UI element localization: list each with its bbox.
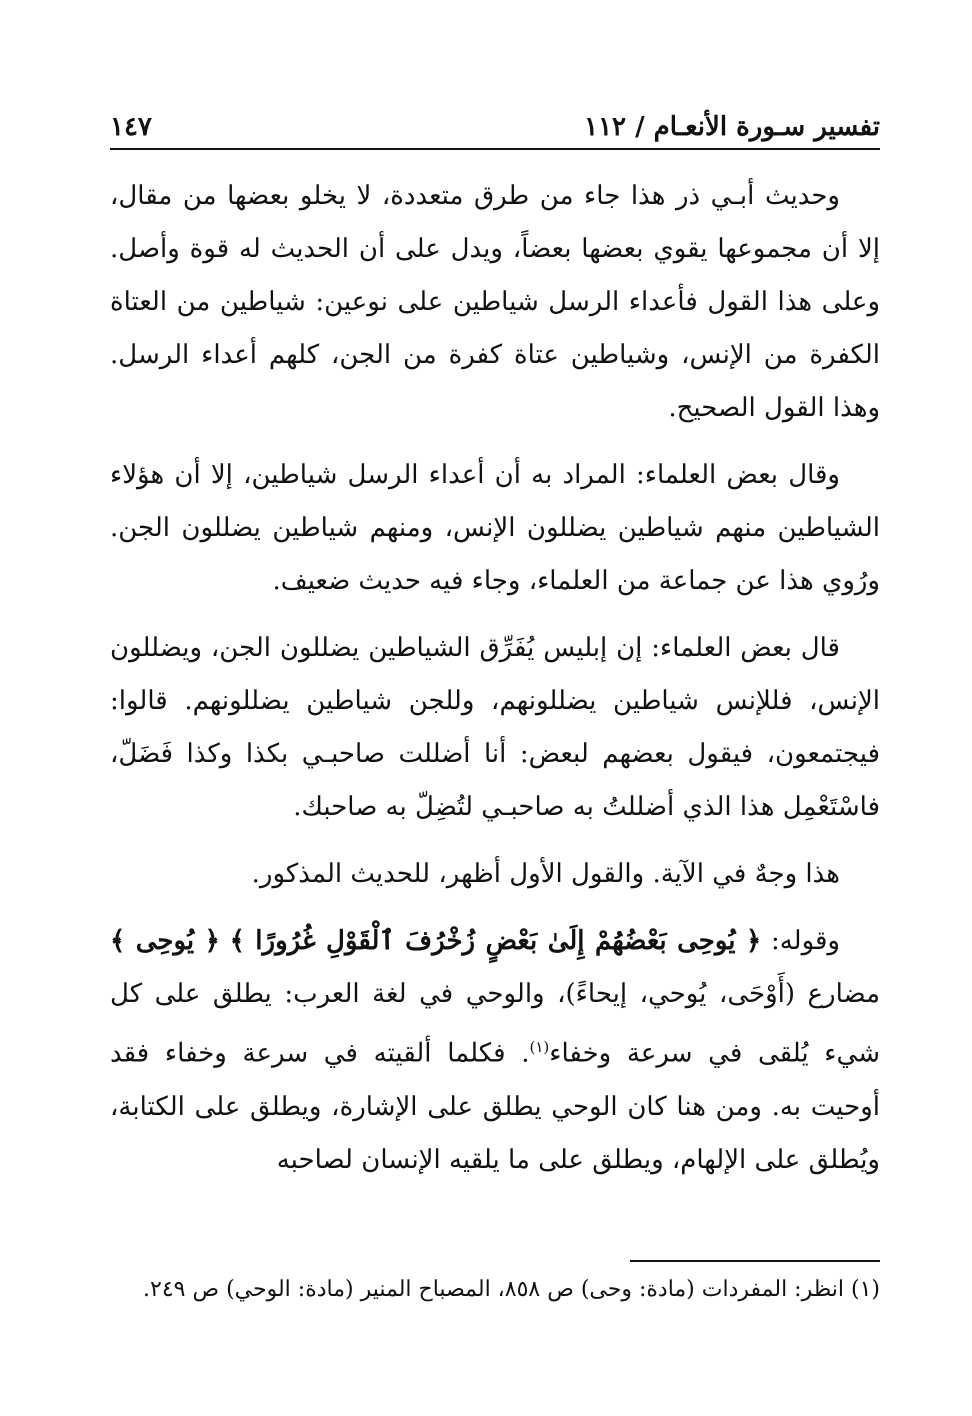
page-number: ١٤٧ [110,112,152,142]
paragraph-1: وحديث أبـي ذر هذا جاء من طرق متعددة، لا يخلو بعضها من مقال، إلا أن مجموعها يقوي بعضها بعضاً، ويدل على أن الحديث له قوة وأصل. وعلى هذا القول فأعداء الرسل شياطين على نوعين: شياطين من العتاة الكفرة من الإنس، وشياطين عتاة كفرة من الجن، كلهم أعداء الرسل. وهذا القول الصحيح. [110,181,880,423]
header-title: تفسير سـورة الأنعـام / ١١٢ [584,112,880,142]
book-page [110,80,880,1390]
lead-text: وقوله: [761,926,840,956]
quran-verse: ﴿ يُوحِى بَعْضُهُمْ إِلَىٰ بَعْضٍ زُخْرُفَ ٱلْقَوْلِ غُرُورًا ﴾ [229,926,762,956]
footnote-rule [630,1260,880,1262]
body-text [110,170,880,1201]
text-after-note: . فكلما ألقيته في سرعة وخفاء فقد أوحيت به. ومن هنا كان الوحي يطلق على الإشارة، ويطلق على الكتابة، ويُطلق على الإلهام، ويطلق على ما يلقيه الإنسان لصاحبه [110,1038,880,1175]
paragraph-3: قال بعض العلماء: إن إبليس يُفَرِّق الشياطين يضللون الجن، ويضللون الإنس، فللإنس شياطين يضللونهم، وللجن شياطين يضللونهم. قالوا: فيجتمعون، فيقول بعضهم لبعض: أنا أضللت صاحبـي بكذا وكذا فَضَلّ، فاسْتَعْمِل هذا الذي أضللتُ به صاحبـي لتُضِلّ به صاحبك. [110,633,880,822]
paragraph-5 [110,915,880,1187]
footnote-marker: (١) [529,1038,550,1056]
quran-word: ﴿ يُوحِى ﴾ [110,926,220,956]
text-before-note: مضارع (أَوْحَى، يُوحي، إيحاءً)، والوحي في لغة العرب: يطلق على كل شيء يُلقى في سرعة وخفاء [110,979,880,1069]
paragraph-2: وقال بعض العلماء: المراد به أن أعداء الرسل شياطين، إلا أن هؤلاء الشياطين منهم شياطين يضللون الإنس، ومنهم شياطين يضللون الجن. ورُوي هذا عن جماعة من العلماء، وجاء فيه حديث ضعيف. [110,460,880,596]
paragraph-4: هذا وجهٌ في الآية. والقول الأول أظهر، للحديث المذكور. [251,859,840,889]
running-header [110,102,880,142]
header-rule [110,148,880,150]
footnote: (١) انظر: المفردات (مادة: وحى) ص ٨٥٨، المصباح المنير (مادة: الوحي) ص ٢٤٩. [143,1277,880,1302]
